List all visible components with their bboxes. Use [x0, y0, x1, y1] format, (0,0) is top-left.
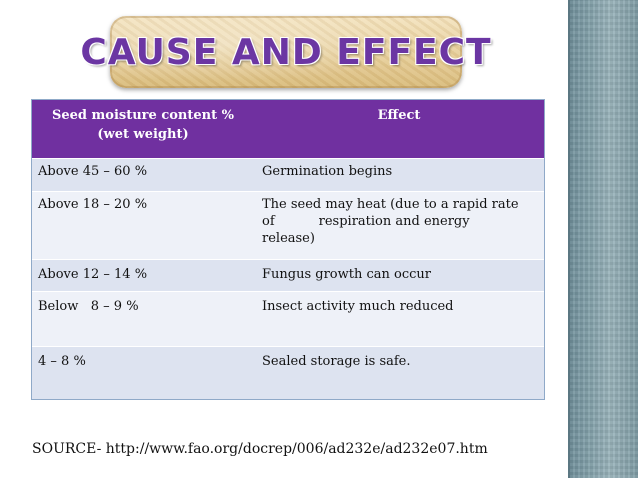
table — [32, 100, 544, 399]
table-row — [32, 260, 544, 292]
table-row — [32, 192, 544, 260]
table-row — [32, 347, 544, 400]
cell-moisture: Above 45 – 60 % — [32, 159, 254, 192]
effect-line-2a: of — [262, 214, 275, 229]
cell-effect: Sealed storage is safe. — [254, 347, 544, 400]
header-moisture — [32, 100, 254, 159]
cell-moisture: Above 18 – 20 % — [32, 192, 254, 260]
cell-moisture: Above 12 – 14 % — [32, 260, 254, 292]
decorative-side-strip — [568, 0, 638, 478]
cell-effect: Insect activity much reduced — [254, 292, 544, 347]
cell-effect: Germination begins — [254, 159, 544, 192]
header-effect: Effect — [254, 100, 544, 159]
table-row — [32, 292, 544, 347]
cell-effect — [254, 192, 544, 260]
cell-moisture: 4 – 8 % — [32, 347, 254, 400]
header-moisture-line2: (wet weight) — [97, 127, 189, 142]
cell-effect: Fungus growth can occur — [254, 260, 544, 292]
title-banner — [80, 16, 492, 88]
table-header-row — [32, 100, 544, 159]
source-citation: SOURCE- http://www.fao.org/docrep/006/ad232e/ad232e07.htm — [32, 441, 488, 457]
cell-moisture: Below 8 – 9 % — [32, 292, 254, 347]
effect-line-2b: respiration and energy — [318, 214, 470, 229]
cause-effect-table — [31, 99, 545, 400]
slide-title: CAUSE AND EFFECT — [80, 31, 492, 73]
effect-line-1: The seed may heat (due to a rapid rate — [262, 197, 519, 212]
header-moisture-line1: Seed moisture content % — [52, 108, 234, 123]
table-row — [32, 159, 544, 192]
effect-line-3: release) — [262, 231, 315, 246]
